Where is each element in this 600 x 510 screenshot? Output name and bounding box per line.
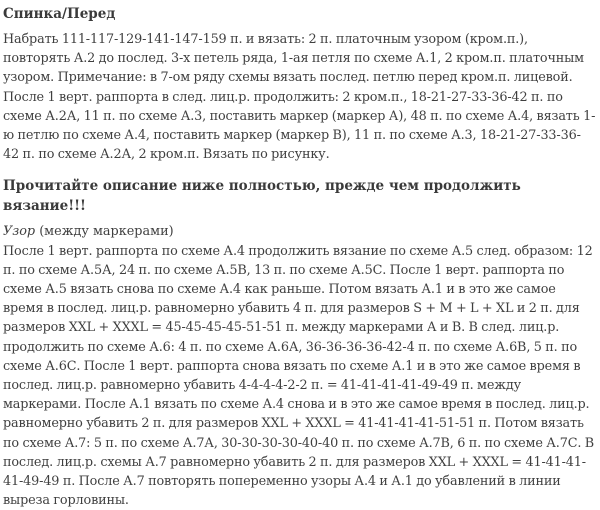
pattern-label-rest: (между маркерами) <box>35 224 174 240</box>
paragraph-gap <box>3 164 596 176</box>
pattern-label-italic: Узор <box>3 224 36 240</box>
section-heading: Спинка/Перед <box>3 6 116 22</box>
pattern-paragraph: После 1 верт. раппорта по схеме А.4 продолжить вязание по схеме А.5 след. образом: 12 п. по схеме А.5А, 24 п. по схеме А.5В, 13 п. по схеме А.5С. После 1 верт. раппорта по схеме А.5 вязать снова по схеме А.4 как раньше. Потом вязать А.1 и в это же самое время в послед. лиц.р. равномерно убавить 4 п. для размеров S + M + L + XL и 2 п. для размеров XXL + XXXL = 45-45-45-45-51-51 п. между маркерами А и В. В след. лиц.р. продолжить по схеме А.6: 4 п. по схеме А.6А, 36-36-36-36-42-4 п. по схеме А.6В, 5 п. по схеме А.6С. После 1 верт. раппорта снова вязать по схеме А.1 и в это же самое время в послед. лиц.р. равномерно убавить 4-4-4-4-2-2 п. = 41-41-41-41-49-49 п. между маркерами. После А.1 вязать по схеме А.4 снова и в это же самое время в послед. лиц.р. равномерно убавить 2 п. для размеров XXL + XXXL = 41-41-41-41-51-51 п. Потом вязать по схеме А.7: 5 п. по схеме А.7А, 30-30-30-30-40-40 п. по схеме А.7В, 6 п. по схеме А.7С. В послед. лиц.р. схемы А.7 равномерно убавить 2 п. для размеров XXL + XXXL = 41-41-41-41-49-49 п. После А.7 повторять попеременно узоры А.4 и А.1 до убавлений в линии выреза горловины. <box>3 243 595 509</box>
pattern-subheading <box>3 222 596 241</box>
cast-on-paragraph: Набрать 111-117-129-141-147-159 п. и вязать: 2 п. платочным узором (кром.п.), повторять А.2 до послед. 3-х петель ряда, 1-ая петля по схеме А.1, 2 кром.п. платочным узором. Примечание: в 7-ом ряду схемы вязать послед. петлю перед кром.п. лицевой. После 1 верт. раппорта в след. лиц.р. продолжить: 2 кром.п., 18-21-27-33-36-42 п. по схеме А.2А, 11 п. по схеме А.3, поставить маркер (маркер А), 48 п. по схеме А.4, вязать 1-ю петлю по схеме А.4, поставить маркер (маркер В), 11 п. по схеме А.3, 18-21-27-33-36-42 п. по схеме А.2А, 2 кром.п. Вязать по рисунку. <box>3 32 596 163</box>
read-full-warning: Прочитайте описание ниже полностью, прежде чем продолжить вязание!!! <box>3 178 521 215</box>
